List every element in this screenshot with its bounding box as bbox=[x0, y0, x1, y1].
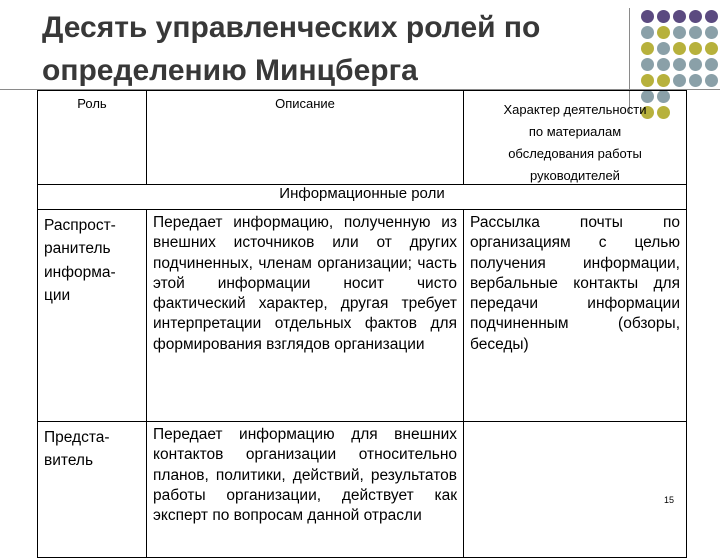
description-cell bbox=[147, 422, 464, 558]
decor-dot bbox=[673, 74, 686, 87]
decor-dot bbox=[705, 58, 718, 71]
role-name-line: ранитель bbox=[44, 240, 111, 258]
decor-dot bbox=[641, 42, 654, 55]
decor-dot bbox=[641, 74, 654, 87]
header-activity-line: руководителей bbox=[530, 168, 620, 183]
role-description: Передает информацию, полученную из внешних источников или от других подчиненных, членам организации; часть этой информации носит чисто фактический характер, другая требует интерпретации отдельных фактов для формирования взглядов организации bbox=[153, 214, 457, 353]
header-description: Описание bbox=[275, 96, 335, 111]
decor-dot bbox=[673, 58, 686, 71]
role-activity: Рассылка почты по организациям с целью получения информации, вербальные контакты для передачи информации подчиненным (обзоры, беседы) bbox=[470, 214, 680, 353]
title-line-1: Десять управленческих ролей по bbox=[42, 11, 541, 44]
title-line-2: определению Минцберга bbox=[42, 54, 418, 87]
decor-dot bbox=[705, 74, 718, 87]
role-name-line: витель bbox=[44, 452, 94, 470]
decor-dot bbox=[641, 10, 654, 23]
header-activity-line: Характер деятельности bbox=[503, 102, 647, 117]
decor-dot bbox=[641, 26, 654, 39]
decor-dot bbox=[657, 58, 670, 71]
header-description-cell bbox=[147, 91, 464, 185]
header-activity-line: по материалам bbox=[528, 124, 622, 139]
header-activity-line: обследования работы bbox=[508, 146, 642, 161]
role-cell bbox=[38, 210, 147, 422]
decor-dot bbox=[657, 74, 670, 87]
role-name bbox=[38, 422, 146, 472]
decor-dot bbox=[705, 26, 718, 39]
role-name-line: информа- bbox=[44, 263, 116, 281]
decor-dot bbox=[673, 10, 686, 23]
role-activity bbox=[464, 422, 686, 425]
slide-title bbox=[42, 6, 622, 92]
description-cell bbox=[147, 210, 464, 422]
decor-dot bbox=[657, 10, 670, 23]
activity-cell bbox=[464, 422, 687, 558]
table-header-row bbox=[38, 91, 687, 185]
page-number: 15 bbox=[664, 495, 675, 505]
role-cell bbox=[38, 422, 147, 558]
header-role-cell bbox=[38, 91, 147, 185]
section-title: Информационные роли bbox=[38, 185, 687, 210]
roles-table bbox=[37, 90, 687, 558]
role-name bbox=[38, 210, 146, 306]
activity-cell bbox=[464, 210, 687, 422]
header-role: Роль bbox=[77, 96, 107, 111]
decor-dot bbox=[657, 26, 670, 39]
decor-dot bbox=[673, 42, 686, 55]
decor-dot bbox=[705, 42, 718, 55]
decor-dot bbox=[673, 26, 686, 39]
role-name-line: ции bbox=[44, 286, 71, 304]
table-row bbox=[38, 210, 687, 422]
role-name-line: Предста- bbox=[44, 429, 110, 446]
decor-dot bbox=[641, 58, 654, 71]
decor-dot bbox=[689, 74, 702, 87]
decor-dot bbox=[689, 10, 702, 23]
decor-dot bbox=[705, 10, 718, 23]
header-activity bbox=[464, 91, 686, 184]
header-activity-cell bbox=[464, 91, 687, 185]
decor-dot bbox=[689, 42, 702, 55]
decor-dot bbox=[657, 42, 670, 55]
decor-dot bbox=[689, 26, 702, 39]
role-description: Передает информацию для внешних контактов организации относительно планов, политики, действий, результатов работы организации, действует как эксперт по вопросам данной отрасли bbox=[153, 426, 457, 525]
decor-dot bbox=[689, 58, 702, 71]
section-row bbox=[38, 185, 687, 210]
table-row bbox=[38, 422, 687, 558]
role-name-line: Распрост- bbox=[44, 217, 116, 234]
